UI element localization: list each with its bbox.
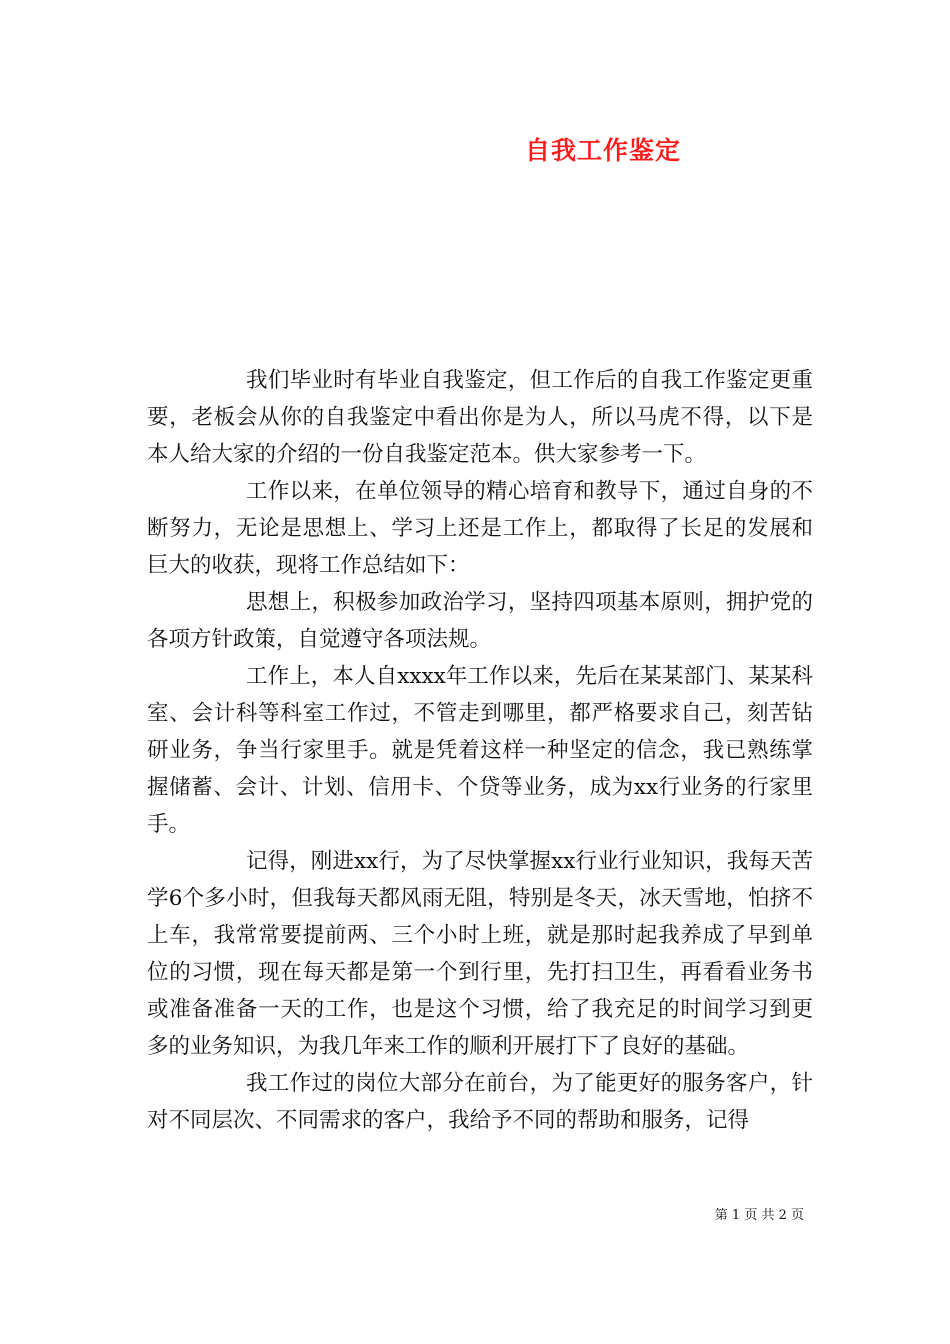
page-footer: 第 1 页 共 2 页 [714, 1208, 804, 1223]
paragraph-4: 工作上，本人自xxxx年工作以来，先后在某某部门、某某科室、会计科等科室工作过，不管走到哪里，都严格要求自己，刻苦钻研业务，争当行家里手。就是凭着这样一种坚定的信念，我已熟练掌握储蓄、会计、计划、信用卡、个贷等业务，成为xx行业务的行家里手。 [147, 664, 813, 837]
document-body [147, 362, 813, 1139]
document-title: 自我工作鉴定 [524, 136, 681, 165]
paragraph-5: 记得，刚进xx行，为了尽快掌握xx行业行业知识，我每天苦学6个多小时，但我每天都风雨无阻，特别是冬天，冰天雪地，怕挤不上车，我常常要提前两、三个小时上班，就是那时起我养成了早到单位的习惯，现在每天都是第一个到行里，先打扫卫生，再看看业务书或准备准备一天的工作，也是这个习惯，给了我充足的时间学习到更多的业务知识，为我几年来工作的顺利开展打下了良好的基础。 [147, 849, 813, 1059]
paragraph-6: 我工作过的岗位大部分在前台，为了能更好的服务客户，针对不同层次、不同需求的客户，我给予不同的帮助和服务，记得 [147, 1071, 813, 1133]
paragraph-1: 我们毕业时有毕业自我鉴定，但工作后的自我工作鉴定更重要，老板会从你的自我鉴定中看出你是为人，所以马虎不得，以下是本人给大家的介绍的一份自我鉴定范本。供大家参考一下。 [147, 368, 813, 467]
paragraph-3: 思想上，积极参加政治学习，坚持四项基本原则，拥护党的各项方针政策，自觉遵守各项法规。 [147, 590, 813, 652]
paragraph-2: 工作以来，在单位领导的精心培育和教导下，通过自身的不断努力，无论是思想上、学习上还是工作上，都取得了长足的发展和巨大的收获，现将工作总结如下： [147, 479, 813, 578]
